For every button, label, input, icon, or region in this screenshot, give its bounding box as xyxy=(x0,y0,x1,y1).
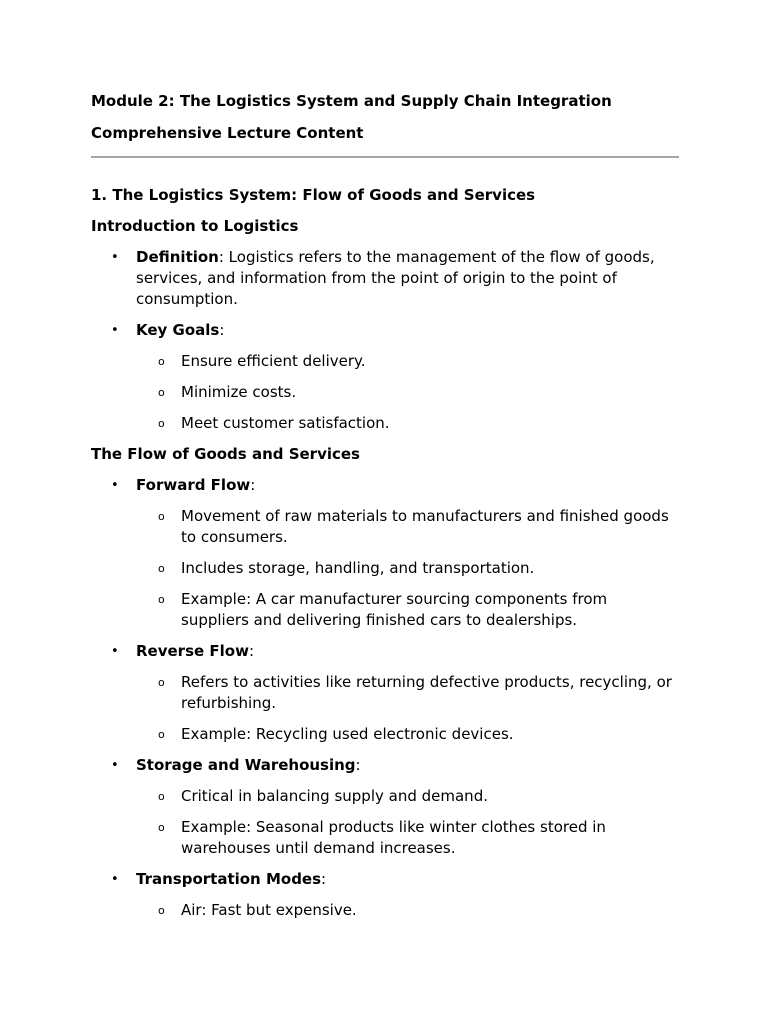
intro-heading: Introduction to Logistics xyxy=(91,217,299,235)
sub-bullet-icon: o xyxy=(158,904,165,917)
list-item-key-goals xyxy=(91,320,679,341)
sub-bullet-icon: o xyxy=(158,562,165,575)
storage-colon: : xyxy=(355,756,361,774)
reverse-flow-colon: : xyxy=(248,642,255,660)
key-goals-term: Key Goals xyxy=(136,321,220,339)
key-goals-colon: : xyxy=(219,321,225,339)
sub-list-item xyxy=(91,382,679,403)
bullet-icon: • xyxy=(111,250,119,265)
sub-bullet-icon: o xyxy=(158,728,165,741)
goal-text: Meet customer satisfaction. xyxy=(181,414,390,432)
sub-bullet-icon: o xyxy=(158,821,165,834)
storage-text: Critical in balancing supply and demand. xyxy=(181,787,488,805)
lecture-subtitle: Comprehensive Lecture Content xyxy=(91,124,364,142)
storage-text: Example: Seasonal products like winter clothes stored in warehouses until demand increases. xyxy=(181,818,606,857)
sub-bullet-icon: o xyxy=(158,676,165,689)
sub-bullet-icon: o xyxy=(158,510,165,523)
forward-flow-text: Movement of raw materials to manufacturers and finished goods to consumers. xyxy=(181,507,669,546)
sub-list-item xyxy=(91,506,679,548)
sub-list-item xyxy=(91,558,679,579)
forward-flow-text: Includes storage, handling, and transportation. xyxy=(181,559,535,577)
goal-text: Ensure efficient delivery. xyxy=(181,352,366,370)
sub-bullet-icon: o xyxy=(158,593,165,606)
bullet-icon: • xyxy=(111,644,119,659)
definition-text: : Logistics refers to the management of the flow of goods, services, and information from the point of origin to the point of consumption. xyxy=(136,248,655,308)
goal-text: Minimize costs. xyxy=(181,383,297,401)
list-item-definition xyxy=(91,247,679,310)
transport-text: Air: Fast but expensive. xyxy=(181,901,357,919)
list-item-transportation xyxy=(91,869,679,890)
bullet-icon: • xyxy=(111,758,119,773)
definition-term: Definition xyxy=(136,248,219,266)
sub-list-item xyxy=(91,672,679,714)
bullet-icon: • xyxy=(111,872,119,887)
list-item-reverse-flow xyxy=(91,641,679,662)
flow-heading: The Flow of Goods and Services xyxy=(91,445,360,463)
forward-flow-text: Example: A car manufacturer sourcing components from suppliers and delivering finished cars to dealerships. xyxy=(181,590,608,629)
sub-list-item xyxy=(91,724,679,745)
storage-term: Storage and Warehousing xyxy=(136,756,356,774)
sub-bullet-icon: o xyxy=(158,386,165,399)
sub-bullet-icon: o xyxy=(158,790,165,803)
transport-term: Transportation Modes xyxy=(136,870,322,888)
sub-list-item xyxy=(91,351,679,372)
sub-list-item xyxy=(91,900,679,921)
sub-bullet-icon: o xyxy=(158,355,165,368)
reverse-flow-term: Reverse Flow xyxy=(136,642,249,660)
reverse-flow-text: Example: Recycling used electronic devices. xyxy=(181,725,514,743)
forward-flow-term: Forward Flow xyxy=(136,476,251,494)
sub-list-item xyxy=(91,589,679,631)
reverse-flow-text: Refers to activities like returning defective products, recycling, or refurbishing. xyxy=(181,673,672,712)
bullet-icon: • xyxy=(111,323,119,338)
list-item-storage xyxy=(91,755,679,776)
sub-bullet-icon: o xyxy=(158,417,165,430)
forward-flow-colon: : xyxy=(250,476,256,494)
sub-list-item xyxy=(91,786,679,807)
list-item-forward-flow xyxy=(91,475,679,496)
module-title: Module 2: The Logistics System and Supply Chain Integration xyxy=(91,92,612,110)
transport-colon: : xyxy=(321,870,327,888)
sub-list-item xyxy=(91,413,679,434)
bullet-icon: • xyxy=(111,478,119,493)
horizontal-divider xyxy=(91,156,679,158)
section-heading: 1. The Logistics System: Flow of Goods and Services xyxy=(91,186,536,204)
document-content xyxy=(91,91,679,921)
sub-list-item xyxy=(91,817,679,859)
